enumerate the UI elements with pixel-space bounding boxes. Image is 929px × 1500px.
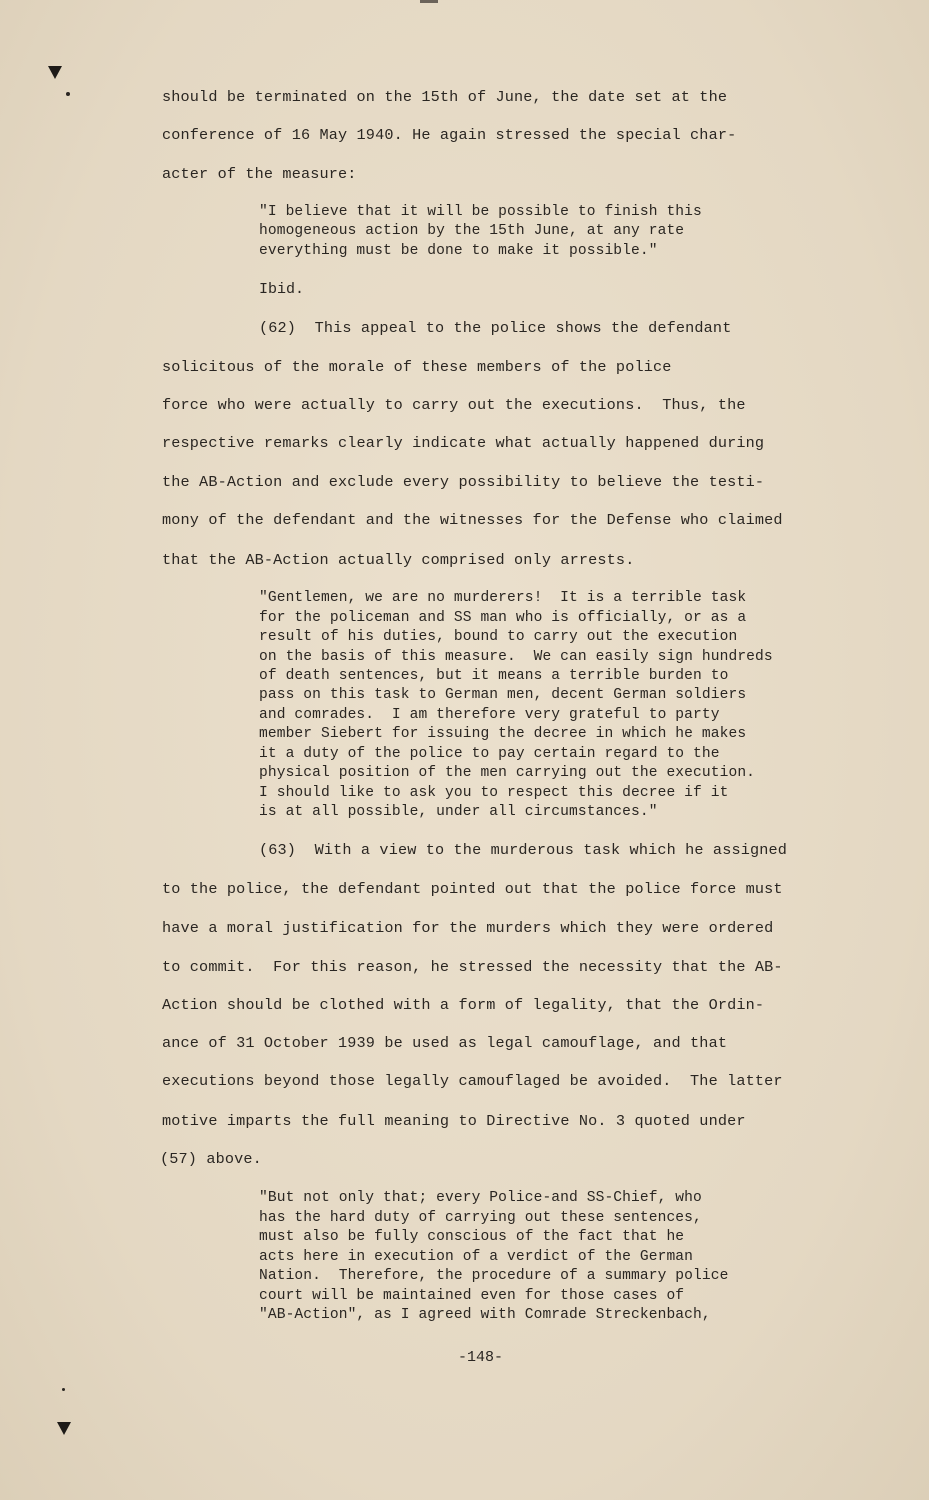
- body-text-line: (62) This appeal to the police shows the defendant: [259, 319, 732, 337]
- quote-text-line: court will be maintained even for those cases of: [259, 1288, 685, 1304]
- body-text-line: to commit. For this reason, he stressed the necessity that the AB-: [162, 958, 783, 976]
- body-text-line: should be terminated on the 15th of June, the date set at the: [162, 88, 728, 106]
- quote-text-line: is at all possible, under all circumstances.": [259, 804, 658, 820]
- body-text-line: to the police, the defendant pointed out that the police force must: [162, 880, 783, 898]
- quote-text-line: Nation. Therefore, the procedure of a summary police: [259, 1268, 729, 1284]
- quote-text-line: "I believe that it will be possible to finish this: [259, 204, 702, 220]
- quote-text-line: and comrades. I am therefore very grateful to party: [259, 707, 720, 723]
- quote-text-line: everything must be done to make it possible.": [259, 243, 658, 259]
- quote-text-line: homogeneous action by the 15th June, at any rate: [259, 223, 685, 239]
- body-text-line: the AB-Action and exclude every possibility to believe the testi-: [162, 473, 765, 491]
- quote-text-line: I should like to ask you to respect this decree if it: [259, 785, 729, 801]
- body-text-line: Action should be clothed with a form of legality, that the Ordin-: [162, 996, 765, 1014]
- body-text-line: acter of the measure:: [162, 165, 357, 183]
- body-text-line: force who were actually to carry out the executions. Thus, the: [162, 396, 746, 414]
- body-text-line: ance of 31 October 1939 be used as legal camouflage, and that: [162, 1034, 728, 1052]
- body-text-line: that the AB-Action actually comprised only arrests.: [162, 551, 635, 569]
- top-edge-mark: [420, 0, 438, 3]
- body-text-line: motive imparts the full meaning to Directive No. 3 quoted under: [162, 1112, 746, 1130]
- quote-text-line: has the hard duty of carrying out these sentences,: [259, 1210, 702, 1226]
- punch-hole-bottom-icon: [57, 1422, 71, 1435]
- quote-text-line: member Siebert for issuing the decree in which he makes: [259, 726, 747, 742]
- quote-text-line: it a duty of the police to pay certain regard to the: [259, 746, 720, 762]
- quote-text-line: "AB-Action", as I agreed with Comrade Streckenbach,: [259, 1307, 711, 1323]
- body-text-line: solicitous of the morale of these members of the police: [162, 358, 672, 376]
- quote-source: Ibid.: [259, 281, 305, 298]
- quote-text-line: for the policeman and SS man who is officially, or as a: [259, 610, 747, 626]
- body-text-line: (57) above.: [160, 1150, 262, 1168]
- punch-hole-top-icon: [48, 66, 62, 79]
- quote-text-line: "Gentlemen, we are no murderers! It is a terrible task: [259, 590, 747, 606]
- body-text-line: mony of the defendant and the witnesses for the Defense who claimed: [162, 511, 783, 529]
- page-number: -148-: [458, 1349, 504, 1366]
- body-text-line: executions beyond those legally camouflaged be avoided. The latter: [162, 1072, 783, 1090]
- quote-text-line: "But not only that; every Police-and SS-Chief, who: [259, 1190, 702, 1206]
- quote-text-line: pass on this task to German men, decent German soldiers: [259, 687, 747, 703]
- quote-text-line: physical position of the men carrying out the execution.: [259, 765, 756, 781]
- margin-dot-top: [66, 92, 70, 96]
- body-text-line: (63) With a view to the murderous task which he assigned: [259, 841, 788, 859]
- quote-text-line: on the basis of this measure. We can easily sign hundreds: [259, 649, 773, 665]
- margin-dot-bottom: [62, 1388, 65, 1391]
- body-text-line: respective remarks clearly indicate what actually happened during: [162, 434, 765, 452]
- quote-text-line: of death sentences, but it means a terrible burden to: [259, 668, 729, 684]
- quote-text-line: result of his duties, bound to carry out the execution: [259, 629, 738, 645]
- body-text-line: have a moral justification for the murders which they were ordered: [162, 919, 774, 937]
- quote-text-line: acts here in execution of a verdict of the German: [259, 1249, 694, 1265]
- quote-text-line: must also be fully conscious of the fact that he: [259, 1229, 685, 1245]
- body-text-line: conference of 16 May 1940. He again stressed the special char-: [162, 126, 737, 144]
